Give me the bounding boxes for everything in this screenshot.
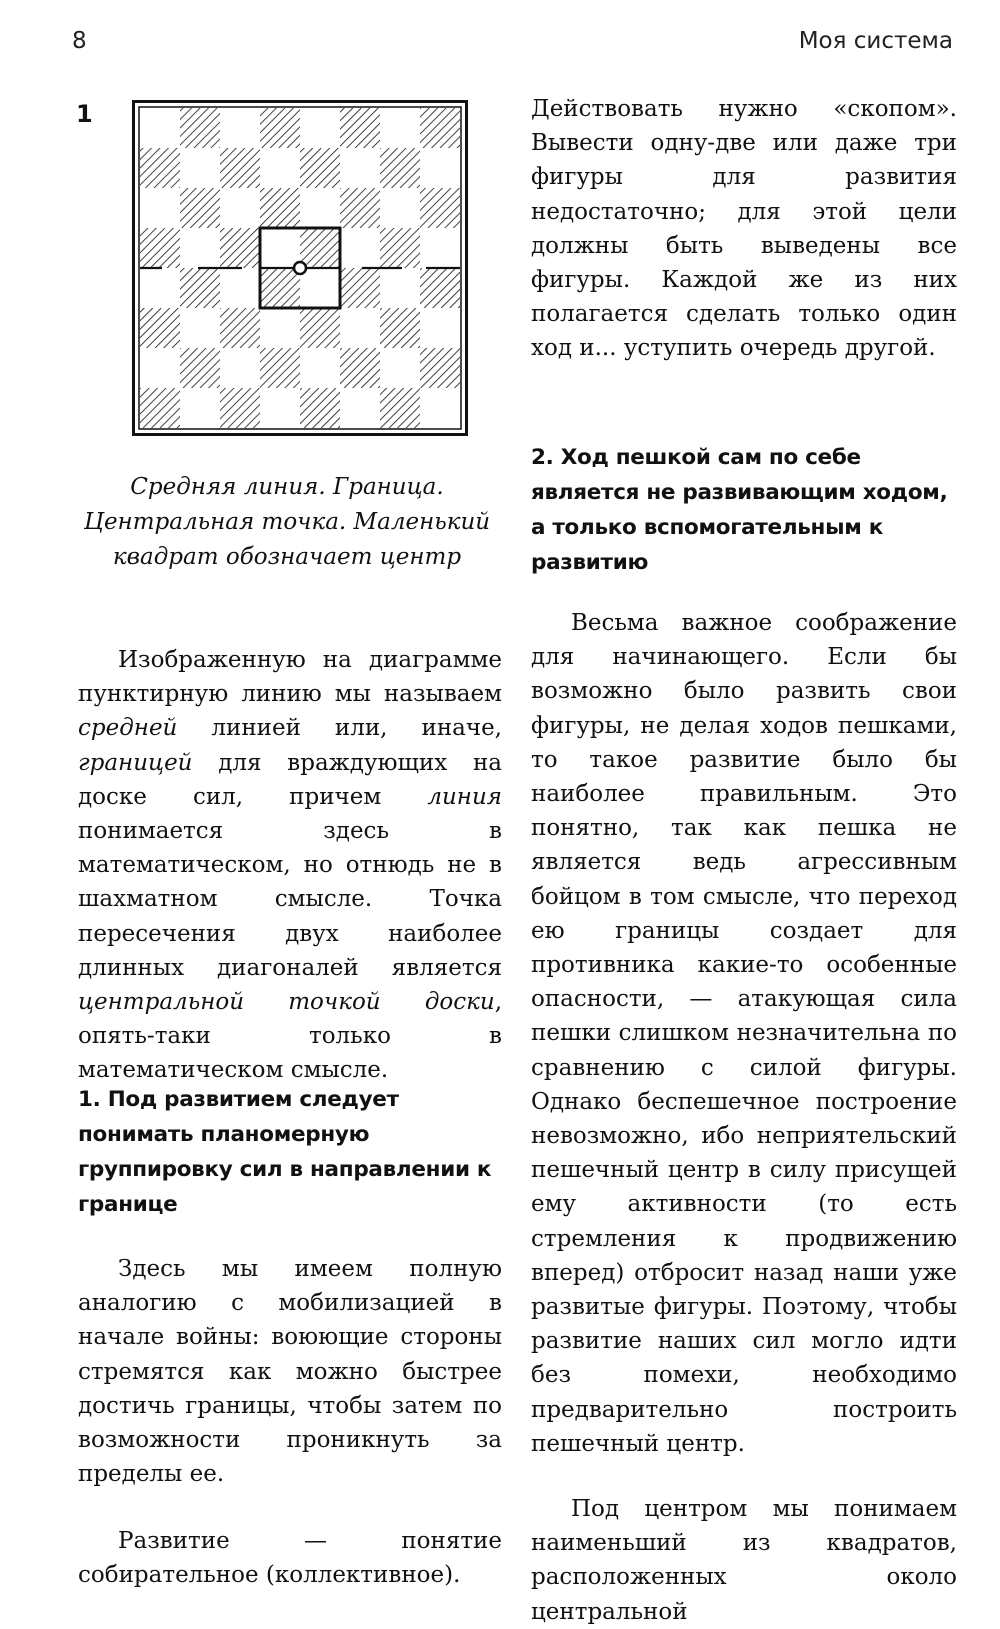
dark-square <box>220 228 260 268</box>
chess-diagram <box>132 100 468 436</box>
dark-square <box>180 348 220 388</box>
dark-square <box>380 228 420 268</box>
dark-square <box>340 188 380 228</box>
dark-square <box>420 348 460 388</box>
dark-square <box>300 148 340 188</box>
dark-square <box>220 388 260 428</box>
dark-square <box>260 268 300 308</box>
dark-square <box>420 188 460 228</box>
chessboard-figure <box>132 100 468 436</box>
dark-square <box>340 348 380 388</box>
page-number: 8 <box>72 28 87 54</box>
section-heading-1: 1. Под развитием следует понимать планомерную группировку сил в направлении к границе <box>78 1087 492 1217</box>
dark-square <box>420 268 460 308</box>
dark-square <box>140 308 180 348</box>
right-paragraph-2: Весьма важное соображение для начинающего. Если бы возможно было развить свои фигуры, не делая ходов пешками, то такое развитие было бы наиболее правильным. Это понятно, так как пешка не является ведь агрессивным бойцом в том смысле, что переход ею границы создает для противника какие-то особенные опасности, — атакующая сила пешки слишком незначительна по сравнению с силой фигуры. Однако беспешечное построение невозможно, ибо неприятельский пешечный центр в силу присущей ему активности (то есть стремления к продвижению вперед) отбросит назад наши уже развитые фигуры. Поэтому, чтобы развитие наших сил могло идти без помехи, необходимо предварительно построить пешечный центр. <box>531 610 957 1457</box>
right-paragraph-3: Под центром мы понимаем наименьший из квадратов, расположенных около центральной <box>531 1496 957 1625</box>
dark-square <box>340 268 380 308</box>
section-heading-2: 2. Ход пешкой сам по себе является не развивающим ходом, а только вспомогательным к развитию <box>531 445 948 575</box>
dark-square <box>340 108 380 148</box>
dark-square <box>380 148 420 188</box>
dark-square <box>140 148 180 188</box>
dark-square <box>300 228 340 268</box>
dark-square <box>260 108 300 148</box>
dark-square <box>300 388 340 428</box>
dark-square <box>300 308 340 348</box>
dark-square <box>180 188 220 228</box>
diagram-caption: Средняя линия. Граница. Центральная точка. Маленький квадрат обозначает центр <box>83 474 491 570</box>
dark-square <box>220 148 260 188</box>
dark-square <box>380 388 420 428</box>
right-paragraph-1: Действовать нужно «скопом». Вывести одну-две или даже три фигуры для развития недостаточно; для этой цели должны быть выведены все фигуры. Каждой же из них полагается сделать только один ход и... уступить очередь другой. <box>531 96 957 362</box>
dark-square <box>260 348 300 388</box>
dark-square <box>260 188 300 228</box>
left-paragraph-2: Здесь мы имеем полную аналогию с мобилизацией в начале войны: воюющие стороны стремятся как можно быстрее достичь границы, чтобы затем по возможности проникнуть за пределы ее. <box>78 1256 502 1488</box>
running-title: Моя система <box>798 28 953 54</box>
left-paragraph-1: Изображенную на диаграмме пунктирную линию мы называем средней линией или, иначе, границей для враждующих на доске сил, причем линия понимается здесь в математическом, но отнюдь не в шахматном смысле. Точка пересечения двух наиболее длинных диагоналей является центральной точкой доски, опять-таки только в математическом смысле. <box>78 647 502 1084</box>
dark-square <box>420 108 460 148</box>
dark-square <box>140 388 180 428</box>
dark-square <box>180 268 220 308</box>
left-paragraph-3: Развитие — понятие собирательное (коллективное). <box>78 1528 502 1589</box>
dark-square <box>220 308 260 348</box>
diagram-number: 1 <box>76 100 93 128</box>
dark-square <box>380 308 420 348</box>
dark-square <box>180 108 220 148</box>
dark-square <box>140 228 180 268</box>
